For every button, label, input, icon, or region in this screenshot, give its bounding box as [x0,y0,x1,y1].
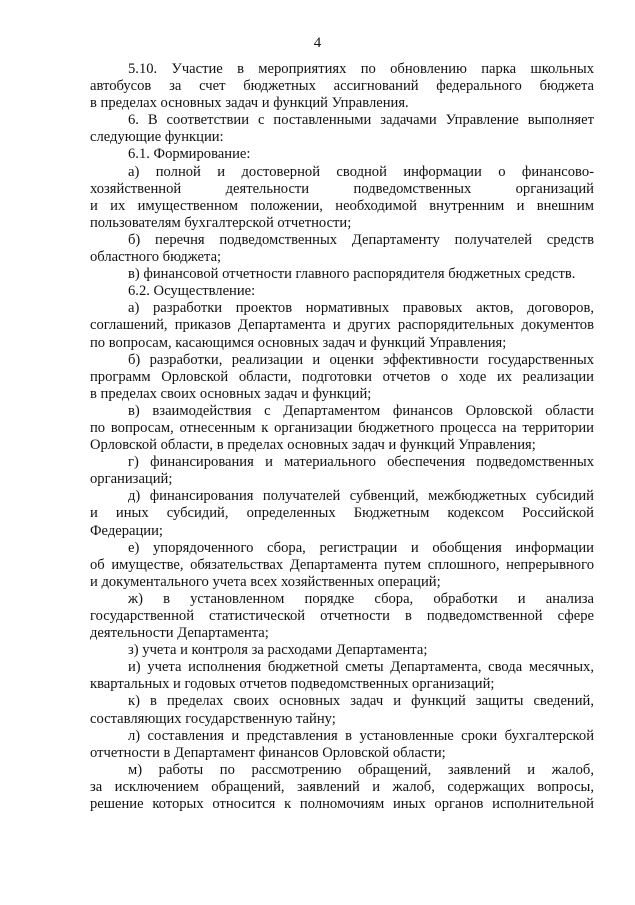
page-number: 4 [313,35,322,51]
paragraph-line: б) перечня подведомственных Департаменту получателей средств [128,231,594,248]
paragraph-line: деятельности Департамента; [90,625,269,642]
paragraph-line: соглашений, приказов Департамента и других распорядительных документов [90,317,594,334]
paragraph-p-6-1-a [90,164,594,232]
paragraph-line: з) учета и контроля за расходами Департамента; [128,642,428,659]
document-body [90,61,594,813]
paragraph-line: в) взаимодействия с Департаментом финансов Орловской области [128,402,594,419]
paragraph-line: хозяйственной деятельности подведомственных организаций [90,180,594,197]
paragraph-line: Орловской области, в пределах основных задач и функций Управления; [90,437,536,454]
paragraph-line: 6. В соответствии с поставленными задачами Управление выполняет [128,112,594,129]
paragraph-line: к) в пределах своих основных задач и функций защиты сведений, [128,693,594,710]
paragraph-p-6-1-v [90,266,594,283]
paragraph-line: 6.1. Формирование: [128,146,251,163]
paragraph-p-6-2-z [90,642,594,659]
paragraph-p-6-1 [90,146,594,163]
paragraph-line: л) составления и представления в установленные сроки бухгалтерской [128,727,594,744]
paragraph-line: е) упорядоченного сбора, регистрации и обобщения информации [128,539,594,556]
paragraph-p-5-10 [90,61,594,112]
paragraph-p-6-2-g [90,454,594,488]
paragraph-line: по вопросам, касающимся основных задач и функций Управления; [90,334,507,351]
paragraph-p-6 [90,112,594,146]
paragraph-line: об имуществе, обязательствах Департамента путем сплошного, непрерывного [90,556,594,573]
paragraph-p-6-2-e [90,540,594,591]
paragraph-p-6-2-v [90,403,594,454]
paragraph-line: областного бюджета; [90,249,222,266]
paragraph-line: автобусов за счет бюджетных ассигнований федерального бюджета [90,78,594,95]
paragraph-line: в пределах основных задач и функций Управления. [90,95,409,112]
paragraph-line: б) разработки, реализации и оценки эффективности государственных [128,351,594,368]
paragraph-line: в пределах своих основных задач и функций; [90,385,372,402]
paragraph-p-6-1-b [90,232,594,266]
paragraph-line: по вопросам, отнесенным к организации бюджетного процесса на территории [90,419,594,436]
paragraph-line: ж) в установленном порядке сбора, обработки и анализа [128,590,594,607]
paragraph-line: государственной статистической отчетности в подведомственной сфере [90,608,594,624]
paragraph-line: д) финансирования получателей субвенций, межбюджетных субсидий [128,488,594,505]
paragraph-line: а) полной и достоверной сводной информации о финансово- [128,163,594,180]
paragraph-line: и документального учета всех хозяйственных операций; [90,573,441,590]
paragraph-line: отчетности в Департамент финансов Орловской области; [90,744,446,761]
paragraph-p-6-2-a [90,300,594,351]
paragraph-line: м) работы по рассмотрению обращений, заявлений и жалоб, [128,761,594,778]
paragraph-line: и иных субсидий, определенных Бюджетным кодексом Российской [90,505,594,522]
paragraph-line: и их имущественном положении, необходимой внутренним и внешним [90,197,594,214]
paragraph-line: программ Орловской области, подготовки отчетов о ходе их реализации [90,368,594,385]
paragraph-line: г) финансирования и материального обеспечения подведомственных [128,454,594,471]
paragraph-line: следующие функции: [90,129,224,146]
paragraph-line: решение которых относится к полномочиям иных органов исполнительной [90,796,594,813]
paragraph-line: Федерации; [90,522,163,539]
paragraph-line: а) разработки проектов нормативных правовых актов, договоров, [128,300,594,317]
paragraph-p-6-2-k [90,693,594,727]
paragraph-line: и) учета исполнения бюджетной сметы Департамента, свода месячных, [128,659,594,676]
paragraph-line: квартальных и годовых отчетов подведомственных организаций; [90,676,495,693]
paragraph-p-6-2-zh [90,591,594,642]
paragraph-p-6-2 [90,283,594,300]
paragraph-line: составляющих государственную тайну; [90,710,336,727]
paragraph-p-6-2-m [90,762,594,813]
paragraph-p-6-2-b [90,352,594,403]
paragraph-line: 6.2. Осуществление: [128,283,256,300]
paragraph-line: в) финансовой отчетности главного распорядителя бюджетных средств. [128,266,576,283]
paragraph-line: организаций; [90,471,173,488]
paragraph-p-6-2-i [90,659,594,693]
paragraph-p-6-2-d [90,488,594,539]
paragraph-line: за исключением обращений, заявлений и жалоб, содержащих вопросы, [90,778,594,795]
paragraph-line: 5.10. Участие в мероприятиях по обновлению парка школьных [128,61,594,77]
paragraph-line: пользователям бухгалтерской отчетности; [90,214,352,231]
paragraph-p-6-2-l [90,728,594,762]
